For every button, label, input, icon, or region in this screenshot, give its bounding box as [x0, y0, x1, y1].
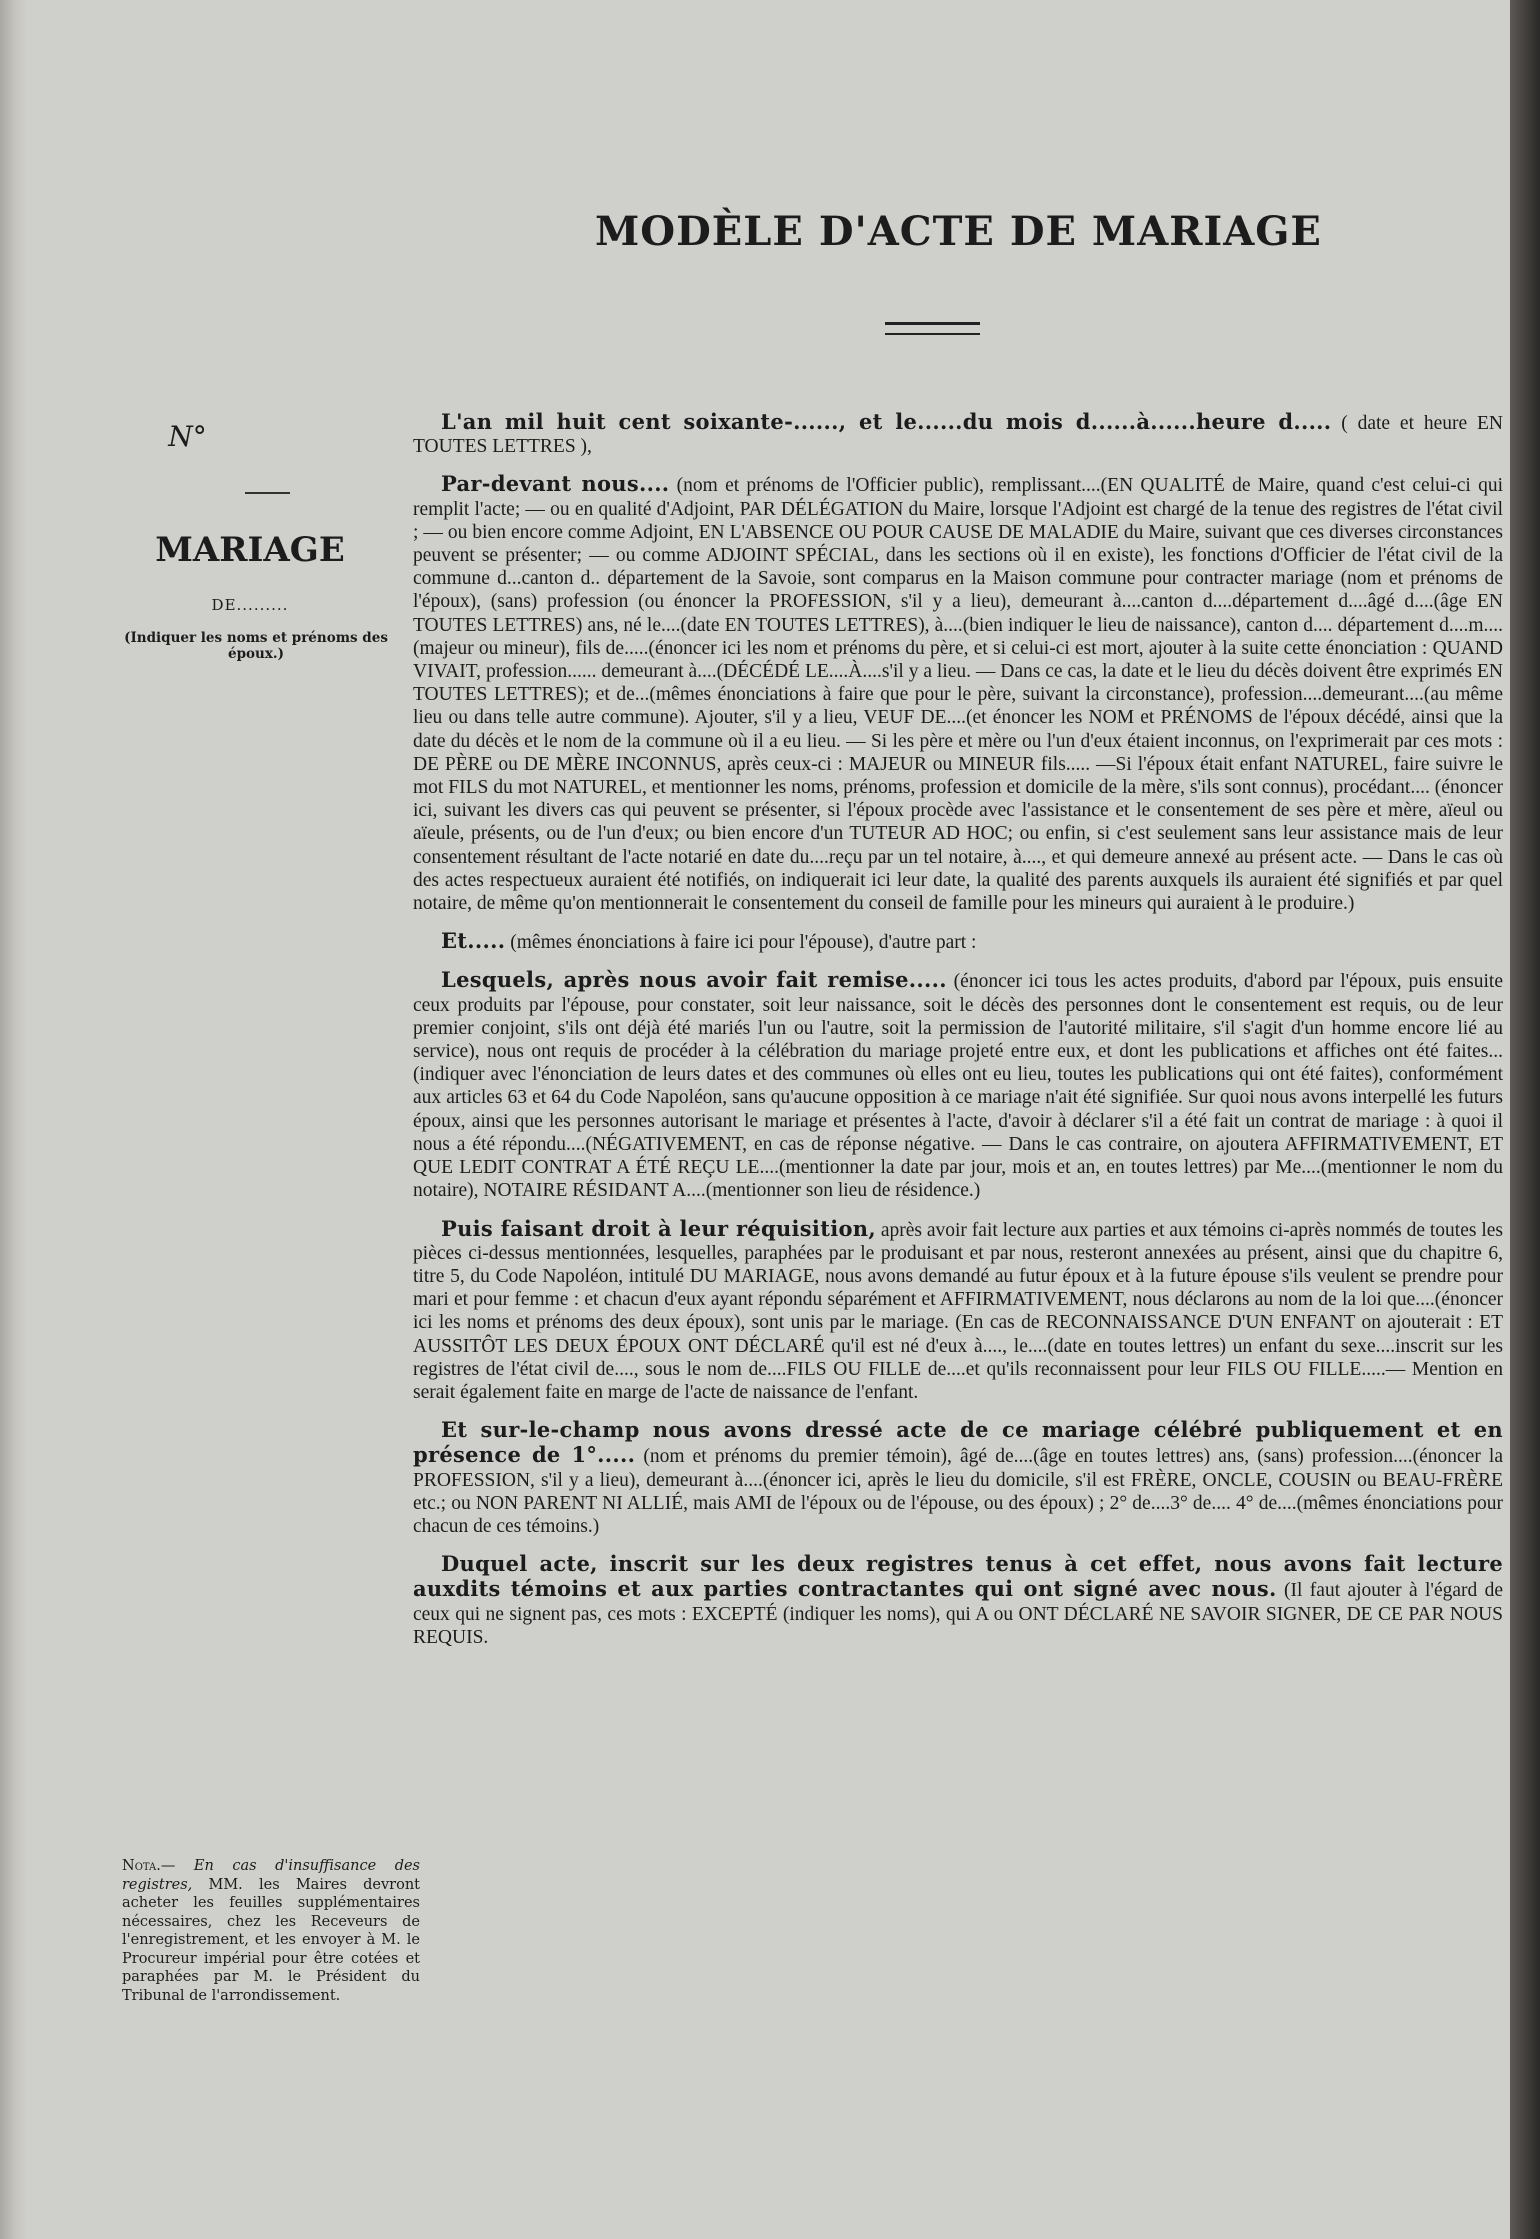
paragraph-officer-text: (nom et prénoms de l'Officier public), remplissant....(EN QUALITÉ de Maire, quand c'est celui-ci qui remplit l'acte; — ou en qualité d'Adjoint, PAR DÉLÉGATION du Maire, lorsque l'Adjoint est chargé de la tenue des registres de l'état civil ; — ou bien encore comme Adjoint, EN L'ABSENCE OU POUR CAUSE DE MALADIE du Maire, suivant que ces diverses circonstances peuvent se présenter; — ou comme ADJOINT SPÉCIAL, dans les sections où il en existe), les fonctions d'Officier de l'état civil de la commune d...canton d.. département de la Savoie, sont comparus en la Maison commune pour contracter mariage (nom et prénoms de l'époux), (sans) profession (ou énoncer la PROFESSION, s'il y a lieu), demeurant à....canton d....département d....âgé d....(âge EN TOUTES LETTRES) ans, né le....(date EN TOUTES LETTRES), à....(bien indiquer le lieu de naissance), canton d.... département d....m....(majeur ou mineur), fils de.....(énoncer ici les nom et prénoms du père, et si celui-ci est mort, ajouter à la suite cette énonciation : QUAND VIVAIT, profession...... demeurant à....(DÉCÉDÉ LE....À....s'il y a lieu. — Dans ce cas, la date et le lieu du décès doivent être exprimés EN TOUTES LETTRES); et de...(mêmes énonciations à faire que pour le père, suivant la circonstance), profession....demeurant....(au même lieu ou dans telle autre commune). Ajouter, s'il y a lieu, VEUF DE....(et énoncer les NOM et PRÉNOMS de l'époux décédé, ainsi que la date du décès et le nom de la commune où il a eu lieu. — Si les père et mère ou l'un d'eux étaient inconnus, on l'exprimerait par ces mots : DE PÈRE ou DE MÈRE INCONNUS, après ceux-ci : MAJEUR ou MINEUR fils..... —Si l'époux était enfant NATUREL, faire suivre le mot FILS du mot NATUREL, et mentionner les noms, prénoms, profession et domicile de la mère, s'ils sont connus), procédant.... (énoncer ici, suivant les divers cas qui peuvent se présenter, si l'époux procède avec l'assistance et le consentement de ses père et mère, aïeul ou aïeule, présents, ou de l'un d'eux; ou bien encore d'un TUTEUR AD HOC; ou enfin, si c'est seulement sans leur assistance mais de leur consentement résultant de l'acte notarié en date du....reçu par un tel notaire, à...., et qui demeure annexé au présent acte. — Dans le cas où des actes respectueux auraient été notifiés, on indiquerait ici leur date, la qualité des parents auxquels ils auraient été signifiés et par quel notaire, de même qu'on mentionnerait le consentement du conseil de famille pour les mineurs qui auraient à le produire.) — [413, 475, 1504, 915]
paragraph-union — [413, 1217, 1503, 1405]
paragraph-spouse — [413, 929, 1503, 954]
nota-lead: Nota.— — [122, 1858, 176, 1874]
nota-block — [122, 1857, 420, 2005]
page-title: MODÈLE D'ACTE DE MARIAGE — [595, 208, 1322, 255]
paragraph-witnesses-text: (nom et prénoms du premier témoin), âgé de....(âge en toutes lettres) ans, (sans) profession....(énoncer la PROFESSION, s'il y a lieu), demeurant à....(énoncer ici, après le lieu du domicile, s'il est FRÈRE, ONCLE, COUSIN ou BEAU-FRÈRE etc.; ou NON PARENT NI ALLIÉ, mais AMI de l'époux ou de l'épouse, ou des époux) ; 2° de....3° de.... 4° de....(mêmes énonciations pour chacun de ces témoins.) — [413, 1446, 1503, 1537]
nota-italic: En cas d'insuffisance des registres, — [122, 1858, 421, 1893]
act-body — [413, 410, 1503, 1663]
page-binding — [0, 0, 28, 2239]
nota-text: MM. les Maires devront acheter les feuilles supplémentaires nécessaires, chez les Receveurs de l'enregistrement, et les envoyer à M. le Procureur impérial pour être cotées et paraphées par M. le Président du Tribunal de l'arrondissement. — [122, 1876, 420, 2004]
paragraph-spouse-text: (mêmes énonciations à faire ici pour l'épouse), d'autre part : — [510, 932, 977, 954]
paragraph-date-text: ( date et heure EN TOUTES LETTRES ), — [413, 413, 1503, 458]
paragraph-signature-bold: Duquel acte, inscrit sur les deux registres tenus à cet effet, nous avons fait lecture auxdits témoins et aux parties contractantes qui ont signé avec nous. — [413, 1551, 1503, 1602]
paragraph-officer-bold: Par-devant nous.... — [441, 471, 670, 497]
paragraph-date — [413, 410, 1503, 458]
title-rule — [885, 322, 980, 335]
paragraph-documents — [413, 968, 1503, 1202]
paragraph-union-bold: Puis faisant droit à leur réquisition, — [441, 1215, 876, 1241]
paragraph-officer — [413, 472, 1503, 915]
number-rule — [245, 492, 290, 494]
paragraph-union-text: après avoir fait lecture aux parties et aux témoins ci-après nommés de toutes les pièces ci-dessus mentionnées, lesquelles, paraphées par le produisant et par nous, resteront annexées au présent, ainsi que du chapitre 6, titre 5, du Code Napoléon, intitulé DU MARIAGE, nous avons demandé au futur époux et à la future épouse s'ils veulent se prendre pour mari et pour femme : et chacun d'eux ayant répondu séparément et AFFIRMATIVEMENT, nous déclarons au nom de la loi que....(énoncer ici les noms et prénoms des deux époux), sont unis par le mariage. (En cas de RECONNAISSANCE D'UN ENFANT on ajouterait : ET AUSSITÔT LES DEUX ÉPOUX ONT DÉCLARÉ qu'il est né d'eux à...., le....(date en toutes lettres) un enfant du sexe....inscrit sur les registres de l'état civil de...., sous le nom de....FILS OU FILLE de....et qu'ils reconnaissent pour leur FILS OU FILLE.....— Mention en serait également faite en marge de l'acte de naissance de l'enfant. — [413, 1219, 1503, 1403]
paragraph-date-bold: L'an mil huit cent soixante-......, et le......du mois d......à......heure d..... — [441, 409, 1332, 434]
margin-instruction: (Indiquer les noms et prénoms des époux.) — [124, 630, 388, 662]
paragraph-signature-text: (Il faut ajouter à l'égard de ceux qui ne signent pas, ces mots : EXCEPTÉ (indiquer les noms), qui A ou ONT DÉCLARÉ NE SAVOIR SIGNER, DE CE PAR NOUS REQUIS. — [413, 1580, 1504, 1648]
paragraph-documents-bold: Lesquels, après nous avoir fait remise..... — [441, 967, 947, 993]
paragraph-signature — [413, 1552, 1503, 1649]
paragraph-witnesses — [413, 1418, 1503, 1538]
paragraph-documents-text: (énoncer ici tous les actes produits, d'abord par l'époux, puis ensuite ceux produits par l'épouse, pour constater, soit leur naissance, soit le décès des personnes dont le consentement est requis, ou de leur premier conjoint, s'ils ont déjà été mariés l'un ou l'autre, soit la permission de l'autorité militaire, s'il s'agit d'un homme encore lié au service), nous ont requis de procéder à la célébration du mariage projeté entre eux, et dont les publications et affiches ont été faites...(indiquer avec l'énonciation de leurs dates et des communes où elles ont eu lieu, toutes les publications qui ont été faites), conformément aux articles 63 et 64 du Code Napoléon, sans qu'aucune opposition à ce mariage n'ait été signifiée. Sur quoi nous avons interpellé les futurs époux, ainsi que les personnes autorisant le mariage et présentes à l'acte, d'avoir à déclarer s'il a été fait un contrat de mariage : à quoi il nous a été répondu....(NÉGATIVEMENT, en cas de réponse négative. — Dans le cas contraire, on ajoutera AFFIRMATIVEMENT, ET QUE LEDIT CONTRAT A ÉTÉ REÇU LE....(mentionner la date par jour, mois et an, en toutes lettres) par Me....(mentionner le nom du notaire), NOTAIRE RÉSIDANT A....(mentionner son lieu de résidence.) — [413, 971, 1503, 1202]
book-edge — [1510, 0, 1540, 2239]
paragraph-spouse-bold: Et..... — [441, 928, 506, 954]
record-number-label: N° — [168, 420, 207, 453]
paragraph-witnesses-bold: Et sur-le-champ nous avons dressé acte de ce mariage célébré publiquement et en présence de 1°..... — [413, 1417, 1503, 1468]
margin-de-line: DE......... — [211, 596, 289, 614]
margin-heading: MARIAGE — [155, 530, 345, 570]
